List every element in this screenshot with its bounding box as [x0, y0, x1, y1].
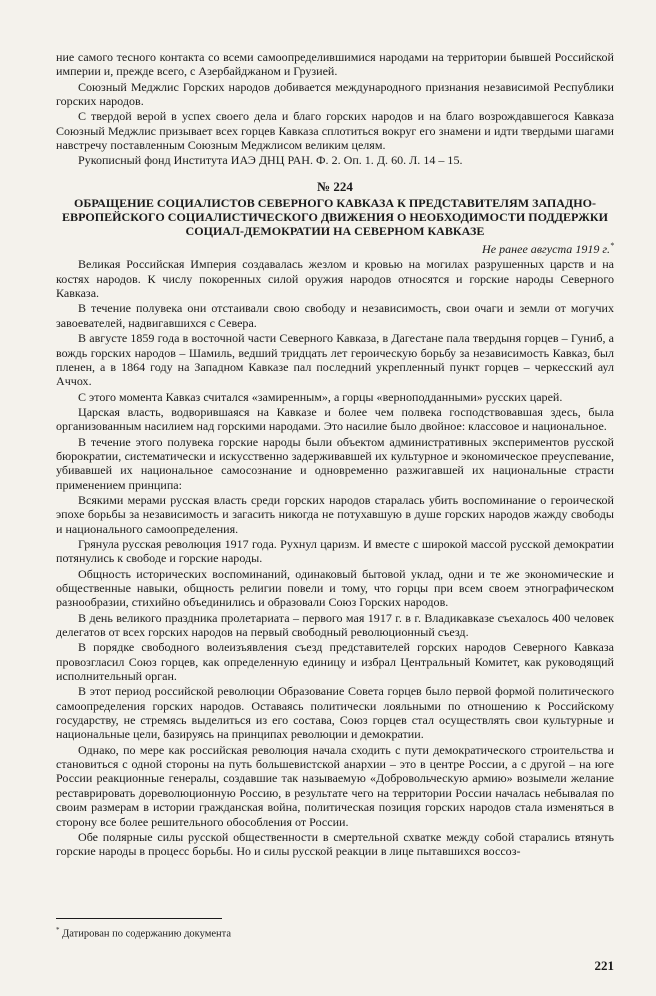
document-paragraph: В этот период российской революции Образование Совета горцев было первой формой политического самоопределения горских народов. Оставаясь политически лояльными по отношению к Российскому государству, не стремясь выделиться из его состава, Союз горцев стал осуществлять свои культурные и национальные цели, базируясь на принципах революции и демократии. — [56, 684, 614, 742]
top-paragraph: Союзный Меджлис Горских народов добивается международного признания независимой Республики горских народов. — [56, 79, 614, 109]
document-paragraph: В течение этого полувека горские народы были объектом административных экспериментов русской бюрократии, систематически и искусственно задерживавшей их культурное и экономическое преуспевание, убивавшей их национальное самосознание и одновременно разжигавшей их национальные страсти применением принципа: — [56, 434, 614, 492]
footnote-divider — [56, 918, 222, 919]
document-number: № 224 — [317, 178, 353, 194]
document-paragraph: В день великого праздника пролетариата – первого мая 1917 г. в г. Владикавказе съехалось 400 человек делегатов от всех горских народов на первый свободный революционный съезд. — [56, 610, 614, 640]
document-paragraph: Общность исторических воспоминаний, одинаковый бытовой уклад, одни и те же экономические и общественные навыки, общность религии повели и тому, что горцы при всем своем этнографическом разнообразии, стихийно объединились и образовали Союз Горских народов. — [56, 566, 614, 610]
page-body — [56, 50, 614, 860]
document-paragraph: Грянула русская революция 1917 года. Рухнул царизм. И вместе с широкой массой русской демократии потянулись к свободе и горские народы. — [56, 536, 614, 566]
document-date-text: Не ранее августа 1919 г. — [482, 242, 610, 257]
document-paragraph: Обе полярные силы русской общественности в смертельной схватке между собой старались втянуть горские народы в процесс борьбы. Но и силы русской реакции в лице пытавшихся воссоз- — [56, 829, 614, 859]
date-footnote-mark: * — [610, 241, 614, 251]
document-paragraph: В порядке свободного волеизъявления съезд представителей горских народов Северного Кавказа провозгласил Союз горцев, как определенную единицу и избрал Центральный Комитет, как руководящий исполнительный орган. — [56, 640, 614, 684]
footnote-mark: * — [56, 926, 60, 934]
footnote-text: Датирован по содержанию документа — [62, 928, 232, 940]
archive-reference: Рукописный фонд Института ИАЭ ДНЦ РАН. Ф. 2. Оп. 1. Д. 60. Л. 14 – 15. — [78, 153, 463, 168]
document-paragraph: В августе 1859 года в восточной части Северного Кавказа, в Дагестане пала твердыня горцев – Гуниб, а вождь горских народов – Шамиль, ведший тридцать лет героическую борьбу за независимость Кавказ, был пленен, а в 1864 году на Западном Кавказе пал последний укрепленный пункт горцев – черкесский аул Аччох. — [56, 331, 614, 389]
top-paragraph: ние самого тесного контакта со всеми самоопределившимися народами на территории бывшей Российской империи и, прежде всего, с Азербайджаном и Грузией. — [56, 50, 614, 79]
document-paragraph: В течение полувека они отстаивали свою свободу и независимость, свои очаги и земли от могучих завоевателей, надвигавшихся с Севера. — [56, 301, 614, 330]
document-paragraph: Великая Российская Империя создавалась жезлом и кровью на могилах разрушенных царств и на костях народов. К числу покоренных силой оружия народов относятся и горские народы Северного Кавказа. — [56, 257, 614, 301]
document-paragraph: Всякими мерами русская власть среди горских народов старалась убить воспоминание о героической эпохе борьбы за независимость и загасить никогда не потухавшую в душе горских народов жажду свободы и национального самоопределения. — [56, 492, 614, 536]
document-paragraph: Однако, по мере как российская революция начала сходить с пути демократического строительства и становиться с одной стороны на путь большевистской анархии – это в центре России, а с другой – на юге России реакционные генералы, создавшие так называемую «Добровольческую армию» возымели желание реставрировать дореволюционную Россию, в результате чего на территории России началась небывалая по своим размерам в истории гражданская война, политическая позиция горских народов стала изменяться в сторону все более решительного обособления от России. — [56, 742, 614, 829]
page-number: 221 — [594, 958, 614, 973]
footnote — [56, 926, 231, 940]
document-date — [56, 239, 614, 256]
document-paragraph: С этого момента Кавказ считался «замиренным», а горцы «верноподданными» русских царей. — [78, 389, 563, 404]
document-paragraph: Царская власть, водворившаяся на Кавказе и более чем полвека господствовавшая здесь, была организованным насилием над горскими народами. Это насилие было двойное: классовое и национальное. — [56, 404, 614, 434]
top-paragraph: С твердой верой в успех своего дела и благо горских народов и на благо возрождавшегося Кавказа Союзный Меджлис призывает всех горцев Кавказа сплотиться вокруг его знамени и идти твердыми шагами навстречу поставленным Союзным Меджлисом великим целям. — [56, 109, 614, 153]
document-title: ОБРАЩЕНИЕ СОЦИАЛИСТОВ СЕВЕРНОГО КАВКАЗА К ПРЕДСТАВИТЕЛЯМ ЗАПАДНО-ЕВРОПЕЙСКОГО СОЦИАЛИСТИЧЕСКОГО ДВИЖЕНИЯ О НЕОБХОДИМОСТИ ПОДДЕРЖКИ СОЦИАЛ-ДЕМОКРАТИИ НА СЕВЕРНОМ КАВКАЗЕ — [62, 196, 608, 239]
